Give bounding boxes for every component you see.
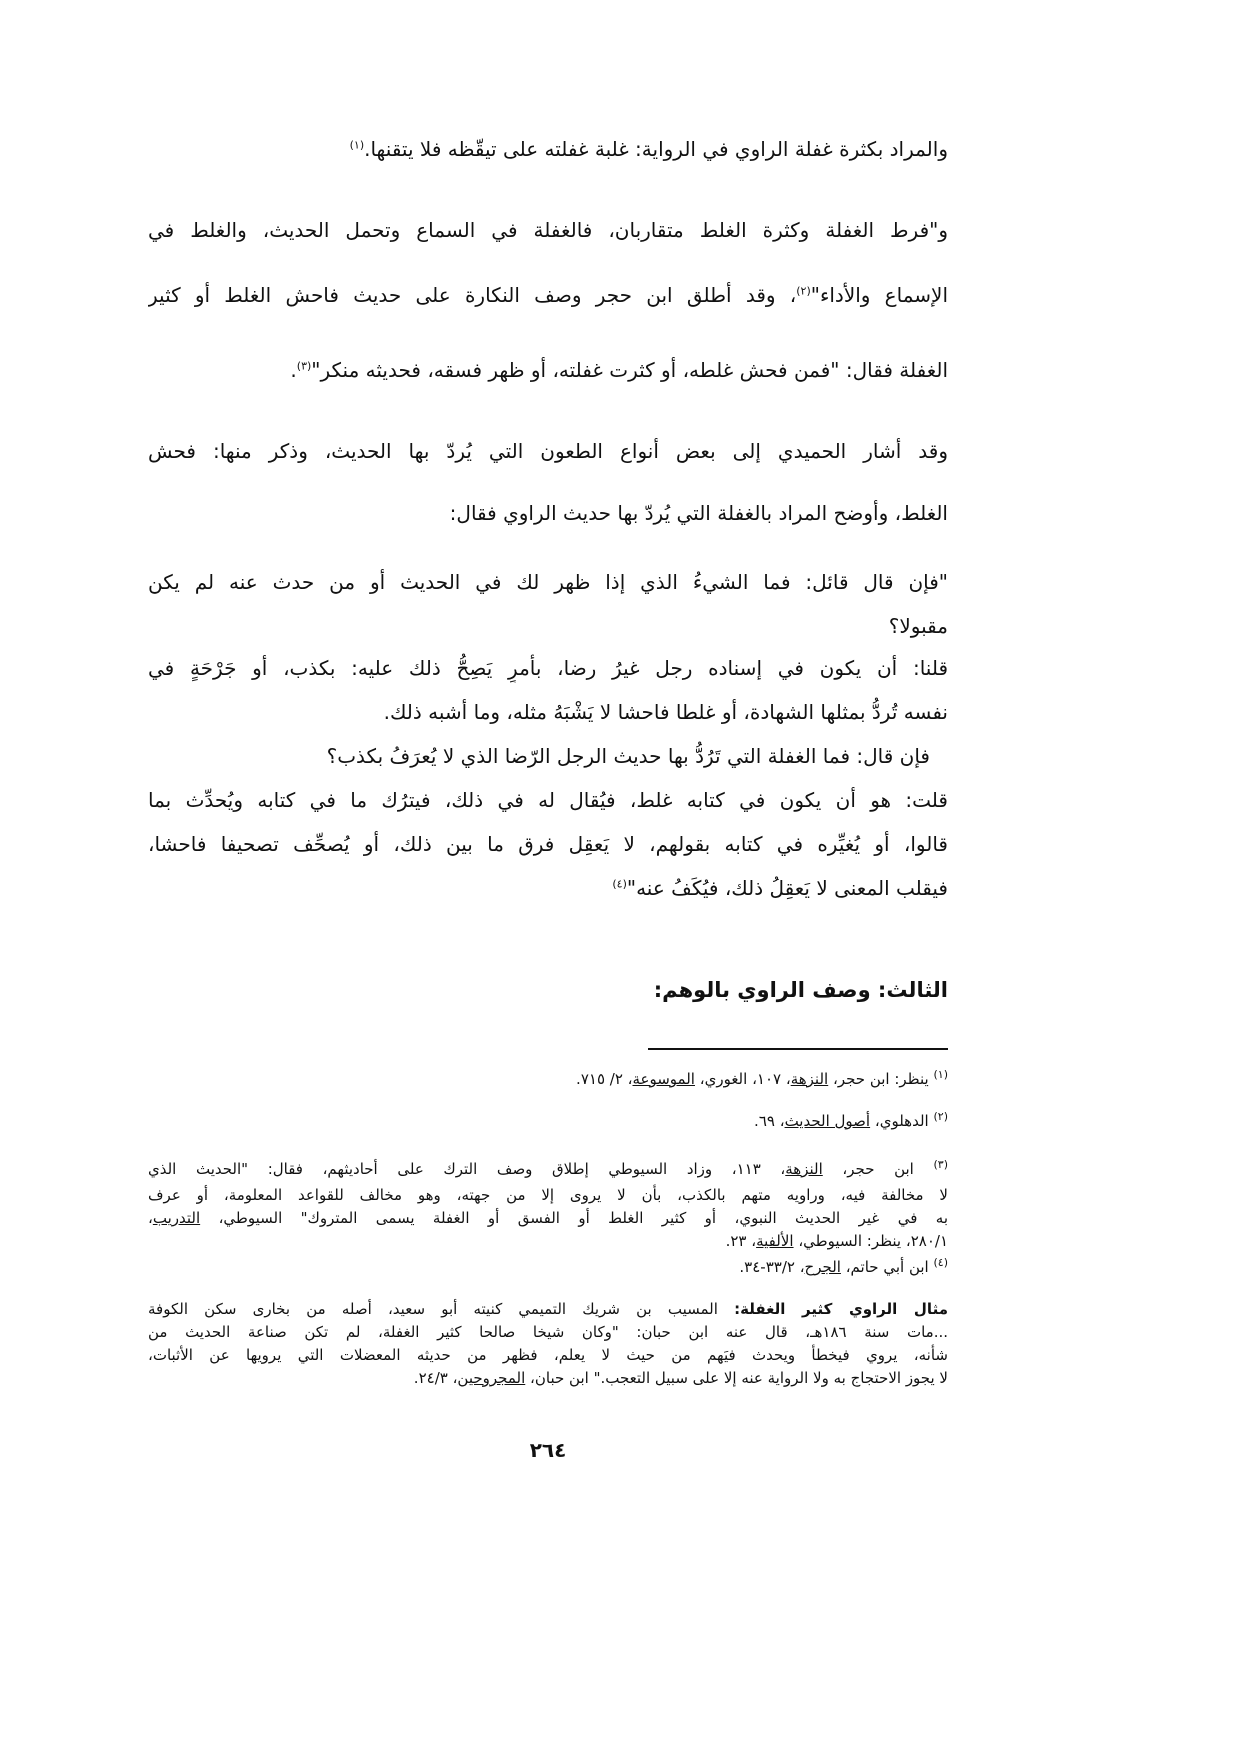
footnote-ref-4[interactable]: (٤) [612, 877, 627, 891]
body-line-4: الغفلة فقال: "فمن فحش غلطه، أو كثرت غفلته، أو ظهر فسقه، فحديثه منكر"$^{(٣)}$. [290, 358, 948, 382]
example-line-4: لا يجوز الاحتجاج به ولا الرواية عنه إلا على سبيل التعجب." ابن حبان، المجروحين، ٢٤/٣. [413, 1369, 948, 1387]
quote-line-4: نفسه تُردُّ بمثلها الشهادة، أو غلطا فاحشا لا يَشْبَهُ مثله، وما أشبه ذلك. [383, 700, 948, 724]
footnote-3-line-2: لا مخالفة فيه، وراويه متهم بالكذب، بأن لا يروى إلا من جهته، وهو مخالف للقواعد المعلومة، أو عرف [148, 1186, 948, 1204]
document-page [148, 0, 948, 1754]
footnote-ref-3[interactable]: (٣) [296, 359, 312, 373]
quote-line-7: قالوا، أو يُغيِّره في كتابه بقولهم، لا يَعقِل فرق ما بين ذلك، أو يُصحِّف تصحيفا فاحشا، [148, 832, 948, 856]
example-line-3: شأنه، يروي فيخطأ ويحدث فيَهم من حيث لا يعلم، فظهر من حديثه المعضلات التي يرويها عن الأثبات، [148, 1346, 948, 1364]
footnote-3-line-3: به في غير الحديث النبوي، أو كثير الغلط أو الفسق أو الغفلة يسمى المتروك" السيوطي، التدريب، [148, 1209, 948, 1227]
page-number: ٢٦٤ [529, 1438, 567, 1462]
section-heading: الثالث: وصف الراوي بالوهم: [653, 978, 948, 1002]
body-text: والمراد بكثرة غفلة الراوي في الرواية: غلبة غفلته على تيقّظه فلا يتقنها. [364, 137, 948, 161]
body-line-1 [148, 134, 948, 164]
footnote-1: $^{(١)}$ ينظر: ابن حجر، النزهة، ١٠٧، الغوري، الموسوعة، ٢/ ٧١٥. [576, 1068, 948, 1088]
footnote-3-line-4: ٢٨٠/١، ينظر: السيوطي، الألفية، ٢٣. [725, 1232, 948, 1250]
body-line-5: وقد أشار الحميدي إلى بعض أنواع الطعون التي يُردّ بها الحديث، وذكر منها: فحش [148, 439, 948, 463]
footnote-ref-2[interactable]: (٢) [796, 284, 811, 298]
footnote-ref-1[interactable]: (١) [349, 138, 365, 152]
quote-line-3: قلنا: أن يكون في إسناده رجل غيرُ رضا، بأمرٍ يَصِحُّ ذلك عليه: بكذب، أو جَرْحَةٍ في [148, 656, 948, 680]
footnote-3-line-1: $^{(٣)}$ ابن حجر، النزهة، ١١٣، وزاد السيوطي إطلاق وصف الترك على أحاديثهم، فقال: "الحديث الذي [148, 1158, 948, 1178]
example-line-2: ...مات سنة ١٨٦هـ، قال عنه ابن حبان: "وكان شيخا صالحا كثير الغفلة، لم تكن صناعة الحديث من [148, 1323, 948, 1341]
body-line-2: و"فرط الغفلة وكثرة الغلط متقاربان، فالغفلة في السماع وتحمل الحديث، والغلط في [148, 218, 948, 242]
quote-line-1: "فإن قال قائل: فما الشيءُ الذي إذا ظهر لك في الحديث أو من حدث عنه لم يكن [148, 570, 948, 594]
quote-line-2: مقبولا؟ [888, 614, 948, 638]
quote-line-5: فإن قال: فما الغفلة التي تَرُدُّ بها حديث الرجل الرّضا الذي لا يُعرَفُ بكذب؟ [326, 744, 930, 768]
body-line-3: الإسماع والأداء"$^{(٢)}$، وقد أطلق ابن حجر وصف النكارة على حديث فاحش الغلط أو كثير [148, 283, 948, 307]
quote-line-6: قلت: هو أن يكون في كتابه غلط، فيُقال له في ذلك، فيترُك ما في كتابه ويُحدِّث بما [148, 788, 948, 812]
example-line-1: مثال الراوي كثير الغفلة: المسيب بن شريك التميمي كنيته أبو سعيد، أصله من بخارى سكن الكوفة [148, 1300, 948, 1318]
footnote-4: $^{(٤)}$ ابن أبي حاتم، الجرح، ٣٣/٢-٣٤. [739, 1256, 948, 1276]
quote-line-8: فيقلب المعنى لا يَعقِلُ ذلك، فيُكَفُ عنه"$^{(٤)}$ [612, 876, 948, 900]
footnote-separator [648, 1048, 948, 1050]
footnote-2: $^{(٢)}$ الدهلوي، أصول الحديث، ٦٩. [754, 1110, 948, 1130]
body-line-6: الغلط، وأوضح المراد بالغفلة التي يُردّ بها حديث الراوي فقال: [449, 501, 948, 525]
